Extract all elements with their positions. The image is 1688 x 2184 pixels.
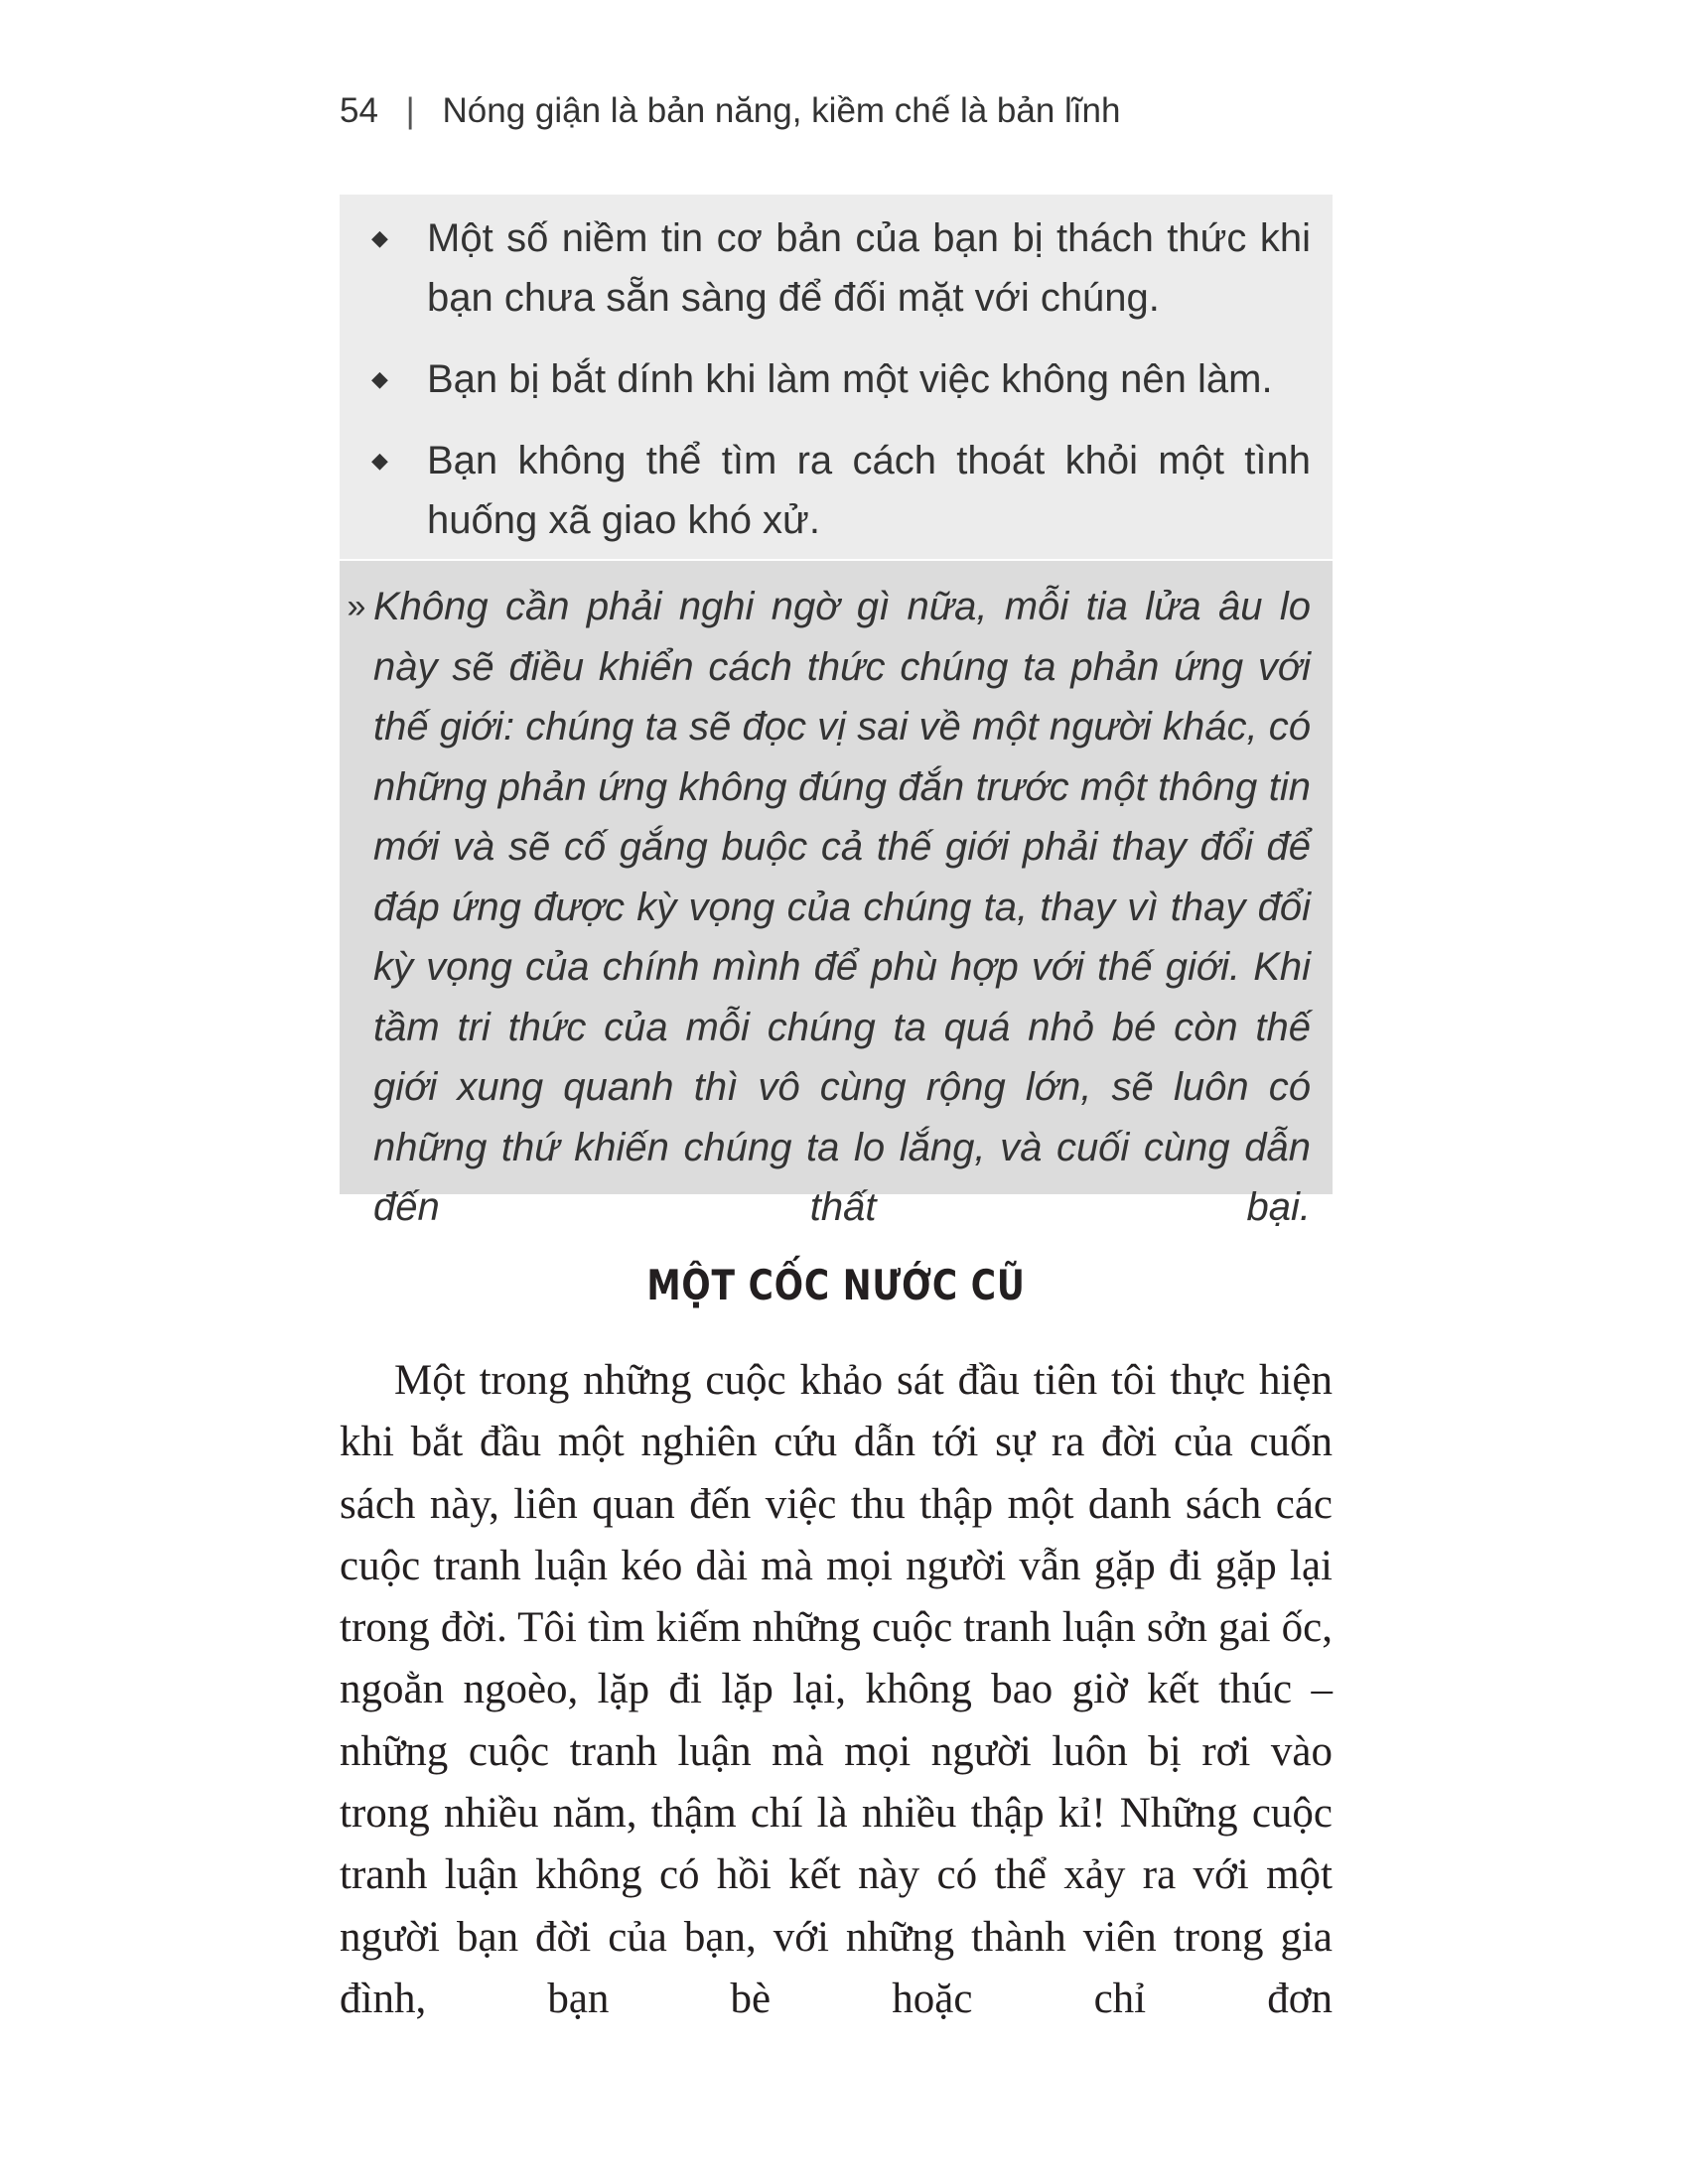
list-item	[371, 349, 1311, 409]
header-separator: |	[405, 91, 415, 130]
book-title: Nóng giận là bản năng, kiềm chế là bản lĩnh	[442, 91, 1121, 130]
quote-box	[340, 561, 1333, 1229]
body-paragraph: Một trong những cuộc khảo sát đầu tiên tôi thực hiện khi bắt đầu một nghiên cứu dẫn tới sự ra đời của cuốn sách này, liên quan đến việc thu thập một danh sách các cuộc tranh luận kéo dài mà mọi người vẫn gặp đi gặp lại trong đời. Tôi tìm kiếm những cuộc tranh luận sởn gai ốc, ngoằn ngoèo, lặp đi lặp lại, không bao giờ kết thúc – những cuộc tranh luận mà mọi người luôn bị rơi vào trong nhiều năm, thậm chí là nhiều thập kỉ! Những cuộc tranh luận không có hồi kết này có thể xảy ra với một người bạn đời của bạn, với những thành viên trong gia đình, bạn bè hoặc chỉ đơn	[340, 1357, 1333, 2022]
diamond-bullet-icon: ◆	[371, 225, 388, 250]
quote-text: Không cần phải nghi ngờ gì nữa, mỗi tia lửa âu lo này sẽ điều khiển cách thức chúng ta phản ứng với thế giới: chúng ta sẽ đọc vị sai về một người khác, có những phản ứng không đúng đắn trước một thông tin mới và sẽ cố gắng buộc cả thế giới phải thay đổi để đáp ứng được kỳ vọng của chúng ta, thay vì thay đổi kỳ vọng của chính mình để phù hợp với thế giới. Khi tầm tri thức của mỗi chúng ta quá nhỏ bé còn thế giới xung quanh thì vô cùng rộng lớn, sẽ luôn có những thứ khiến chúng ta lo lắng, và cuối cùng dẫn đến thất bại.	[373, 585, 1311, 1229]
diamond-bullet-icon: ◆	[371, 366, 388, 391]
bullet-list-box	[340, 195, 1333, 559]
running-header	[340, 91, 1120, 131]
section-heading: MỘT CỐC NƯỚC CŨ	[646, 1261, 1026, 1309]
page-number: 54	[340, 91, 378, 130]
quote-marker-icon: »	[347, 588, 366, 625]
bullet-text: Bạn bị bắt dính khi làm một việc không nên làm.	[427, 357, 1273, 401]
list-item	[371, 431, 1311, 550]
list-item	[371, 208, 1311, 328]
bullet-text: Bạn không thể tìm ra cách thoát khỏi một tình huống xã giao khó xử.	[427, 439, 1311, 542]
bullet-text: Một số niềm tin cơ bản của bạn bị thách thức khi bạn chưa sẵn sàng để đối mặt với chúng.	[427, 216, 1311, 320]
diamond-bullet-icon: ◆	[371, 448, 388, 473]
